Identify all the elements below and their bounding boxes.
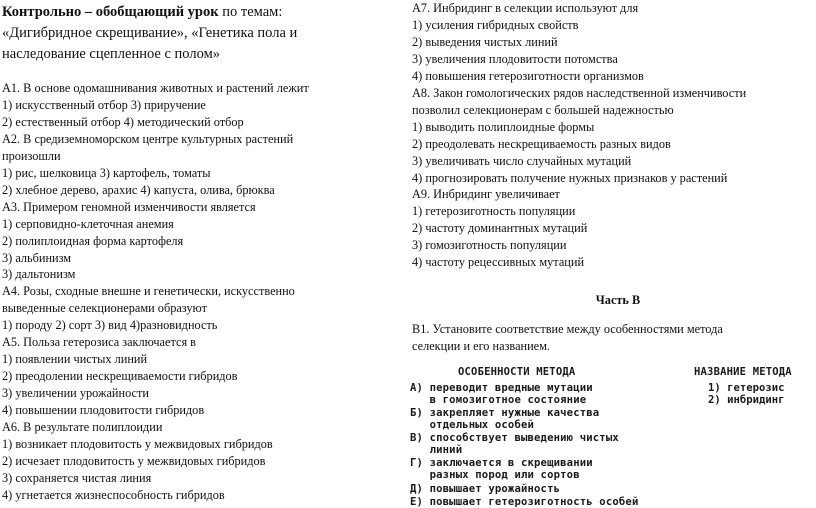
title-bold: Контрольно – обобщающий урок	[2, 4, 219, 20]
table-feature-row: Д) повышает урожайность	[410, 483, 561, 495]
right-question-line: 1) гетерозиготность популяции	[412, 204, 576, 219]
left-question-line: 1) породу 2) сорт 3) вид 4)разновидность	[2, 318, 218, 333]
left-question-line: А1. В основе одомашнивания животных и растений лежит	[2, 81, 309, 95]
left-question-line: 3) дальтонизм	[2, 267, 76, 282]
table-feature-row: разных пород или сортов	[410, 469, 580, 481]
left-question-line: 3) увеличении урожайности	[2, 386, 149, 401]
left-question-line: 2) полиплоидная форма картофеля	[2, 233, 184, 248]
b1-question-line-1: В1. Установите соответствие между особенностями метода	[412, 322, 723, 337]
right-question-line: 3) увеличивать число случайных мутаций	[412, 153, 632, 168]
left-question-line: 1) серповидно-клеточная анемия	[2, 216, 174, 231]
right-question-line: 4) прогнозировать получение нужных признаков у растений	[412, 170, 728, 185]
left-question-line: 4) угнетается жизнеспособность гибридов	[2, 487, 225, 502]
left-question-line: 2) естественный отбор 4) методический отбор	[2, 114, 244, 129]
right-question-line: 1) усиления гибридных свойств	[412, 17, 579, 32]
right-question-line: 2) выведения чистых линий	[412, 34, 558, 49]
table-feature-row: в гомозиготное состояние	[410, 394, 587, 406]
table-method-name: 1) гетерозис	[708, 382, 785, 394]
left-question-line: А5. Польза гетерозиса заключается в	[2, 335, 196, 350]
title-line-3: наследование сцепленное с полом»	[2, 46, 220, 62]
table-feature-row: отдельных особей	[410, 419, 535, 431]
left-question-line: 1) искусственный отбор 3) приручение	[2, 97, 206, 112]
right-question-line: А7. Инбридинг в селекции используют для	[412, 1, 639, 15]
left-question-line: 1) рис, шелковица 3) картофель, томаты	[2, 165, 211, 180]
right-question-line: 1) выводить полиплоидные формы	[412, 119, 595, 134]
left-question-line: 2) исчезает плодовитость у межвидовых гибридов	[2, 453, 266, 468]
title-line-2: «Дигибридное скрещивание», «Генетика пола и	[2, 25, 298, 41]
right-question-line: 2) преодолевать нескрещиваемость разных видов	[412, 136, 671, 151]
table-header-features: ОСОБЕННОСТИ МЕТОДА	[458, 366, 576, 378]
title-rest: по темам:	[218, 4, 283, 20]
left-questions	[2, 80, 398, 504]
table-method-name: 2) инбридинг	[708, 394, 785, 406]
part-b-heading: Часть В	[595, 293, 641, 308]
left-question-line: 1) появлении чистых линий	[2, 352, 148, 367]
right-question-line: 3) увеличения плодовитости потомства	[412, 51, 618, 66]
left-question-line: произошли	[2, 148, 61, 163]
left-question-line: А4. Розы, сходные внешне и генетически, искусственно	[2, 284, 295, 299]
left-question-line: 3) альбинизм	[2, 250, 72, 265]
table-feature-row: А) переводит вредные мутации	[410, 382, 593, 394]
left-question-line: 2) преодолении нескрещиваемости гибридов	[2, 369, 238, 384]
table-header-methods: НАЗВАНИЕ МЕТОДА	[694, 366, 792, 378]
left-question-line: выведенные селекционерами образуют	[2, 301, 207, 316]
right-question-line: 2) частоту доминантных мутаций	[412, 221, 588, 236]
left-question-line: 4) повышении плодовитости гибридов	[2, 403, 205, 418]
left-question-line: А3. Примером геномной изменчивости является	[2, 199, 256, 214]
left-column	[2, 0, 398, 504]
right-question-line: позволил селекционерам с большей надежностью	[412, 102, 674, 117]
table-feature-row: линий	[410, 444, 463, 456]
matching-table	[410, 366, 816, 508]
right-questions	[412, 0, 816, 271]
right-column	[412, 0, 816, 355]
left-question-line: А2. В средиземноморском центре культурных растений	[2, 131, 294, 146]
table-feature-row: Б) закрепляет нужные качества	[410, 407, 600, 419]
right-question-line: 4) частоту рецессивных мутаций	[412, 255, 585, 270]
table-feature-row: Г) заключается в скрещивании	[410, 457, 593, 469]
table-feature-row: Е) повышает гетерозиготность особей	[410, 496, 639, 508]
right-question-line: А9. Инбридинг увеличивает	[412, 187, 560, 202]
left-question-line: 3) сохраняется чистая линия	[2, 470, 152, 485]
right-question-line: А8. Закон гомологических рядов наследственной изменчивости	[412, 85, 747, 100]
left-question-line: 1) возникает плодовитость у межвидовых гибридов	[2, 437, 273, 452]
left-question-line: 2) хлебное дерево, арахис 4) капуста, олива, брюква	[2, 182, 275, 197]
document-title	[2, 2, 398, 65]
right-question-line: 3) гомозиготность популяции	[412, 238, 567, 253]
right-question-line: 4) повышения гетерозиготности организмов	[412, 68, 644, 83]
table-feature-row: В) способствует выведению чистых	[410, 432, 619, 444]
b1-question-line-2: селекции и его названием.	[412, 339, 550, 354]
left-question-line: А6. В результате полиплоидии	[2, 420, 163, 435]
